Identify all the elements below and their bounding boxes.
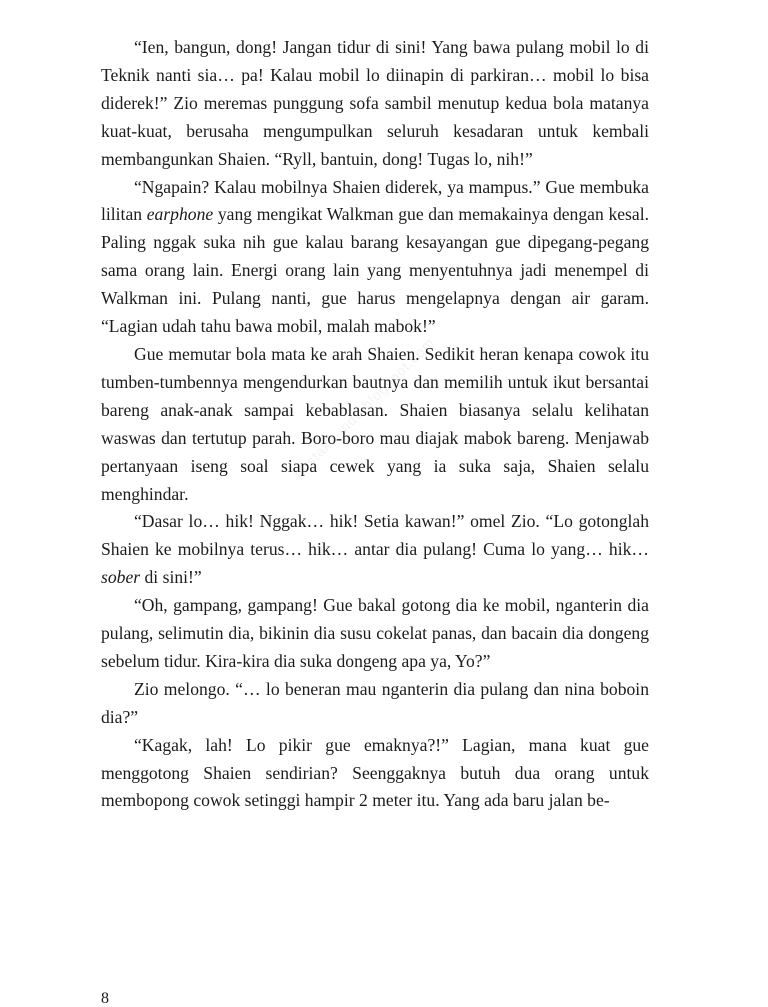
italic-term: sober [101,567,141,588]
text-run: Gue memutar bola mata ke arah Shaien. Sedikit heran kenapa cowok itu tumben-tumbennya mengendurkan bautnya dan memilih untuk ikut bersantai bareng anak-anak sampai kebablasan. Shaien biasanya selalu kelihatan waswas dan tertutup parah. Boro-boro mau diajak mabok bareng. Menjawab pertanyaan iseng soal siapa cewek yang ia suka saja, Shaien selalu menghindar. [101,343,649,504]
text-run: “Kagak, lah! Lo pikir gue emaknya?!” Lagian, mana kuat gue menggotong Shaien sendirian? Seenggaknya butuh dua orang untuk membopong cowok setinggi hampir 2 meter itu. Yang ada baru jalan be- [101,734,649,811]
text-run: Zio melongo. “… lo beneran mau nganterin dia pulang dan nina boboin dia?” [101,678,649,727]
text-run: di sini!” [140,567,202,588]
paragraph [101,508,649,592]
text-run: “Oh, gampang, gampang! Gue bakal gotong dia ke mobil, nganterin dia pulang, selimutin dia, bikinin dia susu cokelat panas, dan bacain dia dongeng sebelum tidur. Kira-kira dia suka dongeng apa ya, Yo?” [101,595,649,671]
watermark: pustaka-indo.blogspot.com [290,334,438,482]
paragraph [101,341,649,508]
paragraph [101,174,649,341]
paragraph [101,592,649,676]
paragraph [101,676,649,732]
paragraph [101,732,649,816]
paragraph [101,34,649,174]
text-run: yang mengikat Walkman gue dan memakainya dengan kesal. Paling nggak suka nih gue kalau barang kesayangan gue dipegang-pegang sama orang lain. Energi orang lain yang menyentuhnya jadi menempel di Walkman ini. Pulang nanti, gue harus mengelapnya dengan air garam. “Lagian udah tahu bawa mobil, malah mabok!” [101,204,649,337]
text-run: “Ien, bangun, dong! Jangan tidur di sini! Yang bawa pulang mobil lo di Teknik nanti sia… pa! Kalau mobil lo diinapin di parkiran… mobil lo bisa diderek!” Zio meremas punggung sofa sambil menutup kedua bola matanya kuat-kuat, berusaha mengumpulkan seluruh kesadaran untuk kembali membangunkan Shaien. “Ryll, bantuin, dong! Tugas lo, nih!” [101,37,649,169]
italic-term: earphone [146,204,214,225]
text-run: “Ngapain? Kalau mobilnya Shaien diderek, ya mampus.” Gue membuka lilitan [101,176,649,225]
page-number: 8 [101,990,109,1007]
body-text [101,34,649,815]
text-run: “Dasar lo… hik! Nggak… hik! Setia kawan!” omel Zio. “Lo gotonglah Shaien ke mobilnya terus… hik… antar dia pulang! Cuma lo yang… hik… [101,511,649,560]
